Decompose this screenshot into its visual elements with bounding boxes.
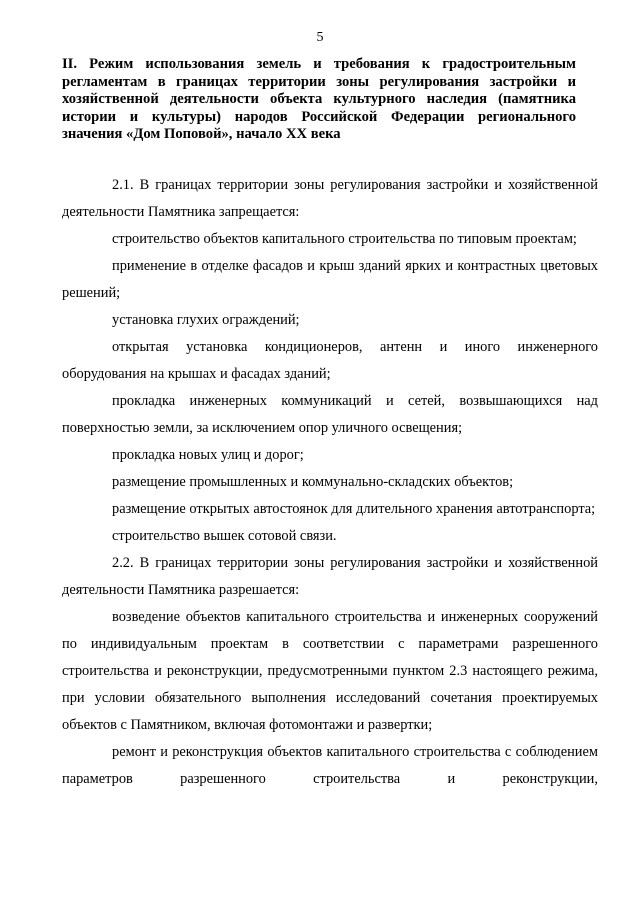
list-item-open-equipment: открытая установка кондиционеров, антенн и иного инженерного оборудования на крышах и фасадах зданий; (62, 339, 598, 382)
page-number: 5 (316, 30, 324, 45)
list-item-bright-colors: применение в отделке фасадов и крыш зданий ярких и контрастных цветовых решений; (62, 258, 598, 301)
list-item-open-parking: размещение открытых автостоянок для длительного хранения автотранспорта; (112, 501, 596, 517)
list-item-cell-towers: строительство вышек сотовой связи. (112, 528, 337, 544)
list-item-above-ground-utilities: прокладка инженерных коммуникаций и сетей, возвышающихся над поверхностью земли, за исключением опор уличного освещения; (62, 393, 598, 436)
paragraph-2-2-intro: 2.2. В границах территории зоны регулирования застройки и хозяйственной деятельности Памятника разрешается: (62, 555, 598, 598)
section-heading: II. Режим использования земель и требования к градостроительным регламентам в границах территории зоны регулирования застройки и хозяйственной деятельности объекта культурного наследия (памятника истории и культуры) народов Российской Федерации регионального значения «Дом Поповой», начало XX века (62, 56, 576, 143)
document-body (62, 172, 598, 793)
list-item-industrial-objects: размещение промышленных и коммунально-складских объектов; (112, 474, 514, 490)
paragraph-2-1-intro: 2.1. В границах территории зоны регулирования застройки и хозяйственной деятельности Памятника запрещается: (62, 177, 598, 220)
list-item-new-streets: прокладка новых улиц и дорог; (112, 447, 304, 463)
list-item-repair-reconstruction: ремонт и реконструкция объектов капитального строительства с соблюдением параметров разрешенного строительства и реконструкции, (62, 744, 598, 787)
list-item-typical-projects: строительство объектов капитального строительства по типовым проектам; (112, 231, 577, 247)
list-item-individual-projects: возведение объектов капитального строительства и инженерных сооружений по индивидуальным проектам в соответствии с параметрами разрешенного строительства и реконструкции, предусмотренными пунктом 2.3 настоящего режима, при условии обязательного выполнения исследований сочетания проектируемых объектов с Памятником, включая фотомонтажи и развертки; (62, 609, 598, 733)
list-item-solid-fences: установка глухих ограждений; (112, 312, 300, 328)
